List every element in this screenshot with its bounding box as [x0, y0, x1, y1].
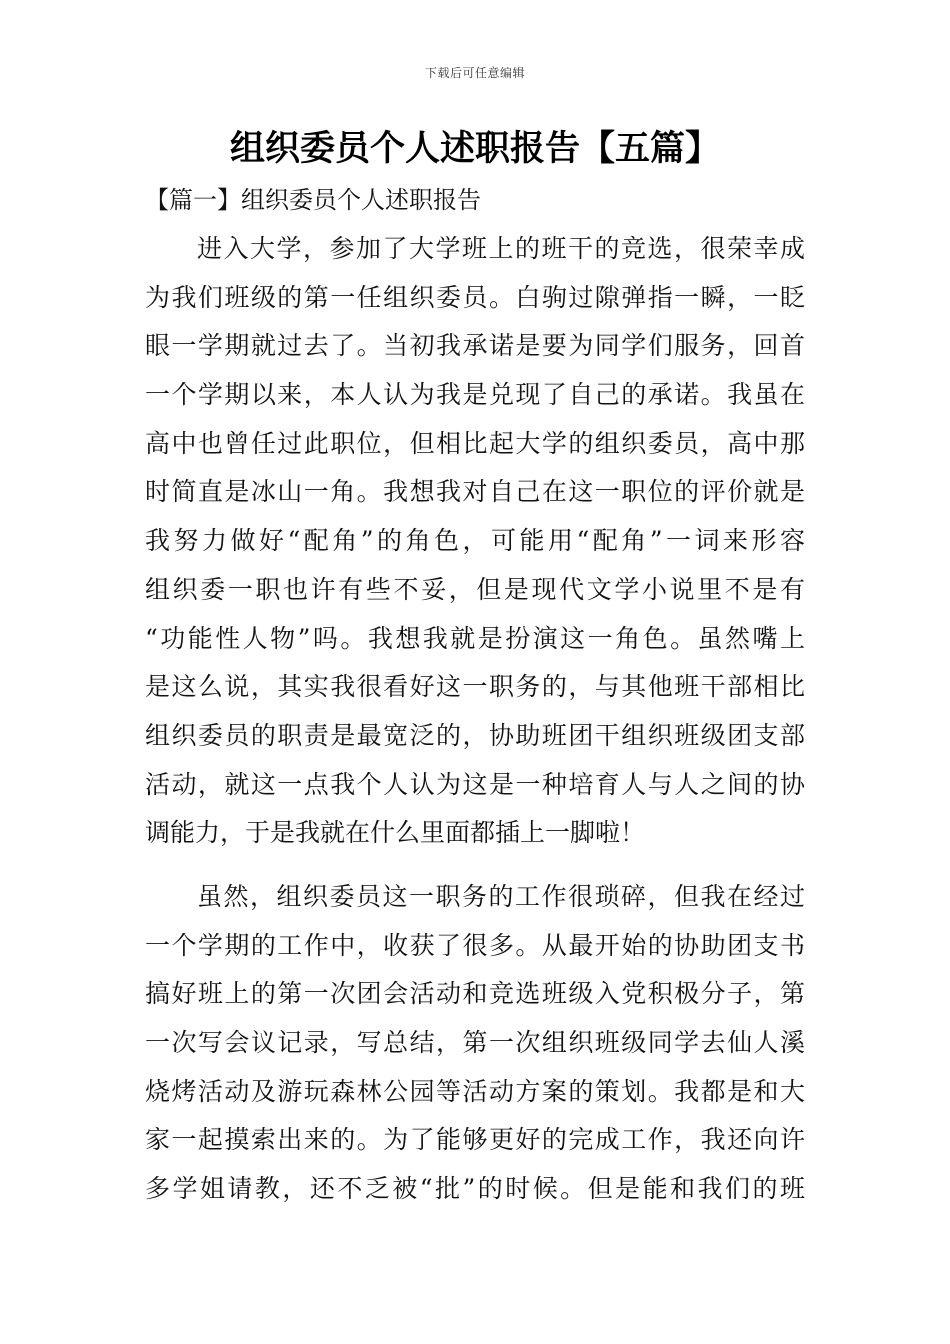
paragraph-line: 家一起摸索出来的。为了能够更好的完成工作，我还向许 [145, 1125, 805, 1155]
paragraph-line: 眼一学期就过去了。当初我承诺是要为同学们服务，回首 [145, 331, 805, 361]
paragraph-line: 活动，就这一点我个人认为这是一种培育人与人之间的协 [145, 769, 805, 799]
paragraph-line: 调能力，于是我就在什么里面都插上一脚啦！ [145, 818, 646, 848]
paragraph-line: 一次写会议记录，写总结，第一次组织班级同学去仙人溪 [145, 1028, 805, 1058]
paragraph-line: 为我们班级的第一任组织委员。白驹过隙弹指一瞬，一眨 [145, 282, 805, 312]
paragraph-line: 烧烤活动及游玩森林公园等活动方案的策划。我都是和大 [145, 1076, 805, 1106]
paragraph-line: 虽然，组织委员这一职务的工作很琐碎，但我在经过 [197, 882, 805, 911]
paragraph-line: 多学姐请教，还不乏被“批”的时候。但是能和我们的班 [145, 1174, 805, 1204]
paragraph-line: 组织委员的职责是最宽泛的，协助班团干组织班级团支部 [145, 720, 805, 750]
paragraph-1 [145, 225, 805, 858]
paragraph-line: 一个学期以来，本人认为我是兑现了自己的承诺。我虽在 [145, 380, 805, 410]
paragraph-line: “功能性人物”吗。我想我就是扮演这一角色。虽然嘴上 [145, 623, 805, 653]
paragraph-line: 进入大学，参加了大学班上的班干的竞选，很荣幸成 [197, 234, 805, 263]
paragraph-line: 搞好班上的第一次团会活动和竞选班级入党积极分子，第 [145, 979, 805, 1009]
paragraph-line: 高中也曾任过此职位，但相比起大学的组织委员，高中那 [145, 428, 805, 458]
section-heading: 【篇一】组织委员个人述职报告 [145, 186, 481, 214]
header-note: 下载后可任意编辑 [424, 66, 525, 80]
paragraph-line: 组织委一职也许有些不妥，但是现代文学小说里不是有 [145, 574, 805, 604]
paragraph-2 [145, 873, 805, 1214]
paragraph-line: 我努力做好“配角”的角色，可能用“配角”一词来形容 [145, 526, 805, 556]
paragraph-line: 时简直是冰山一角。我想我对自己在这一职位的评价就是 [145, 477, 805, 507]
document-title: 组织委员个人述职报告【五篇】 [229, 128, 720, 169]
paragraph-line: 是这么说，其实我很看好这一职务的，与其他班干部相比 [145, 672, 805, 702]
paragraph-line: 一个学期的工作中，收获了很多。从最开始的协助团支书 [145, 930, 805, 960]
